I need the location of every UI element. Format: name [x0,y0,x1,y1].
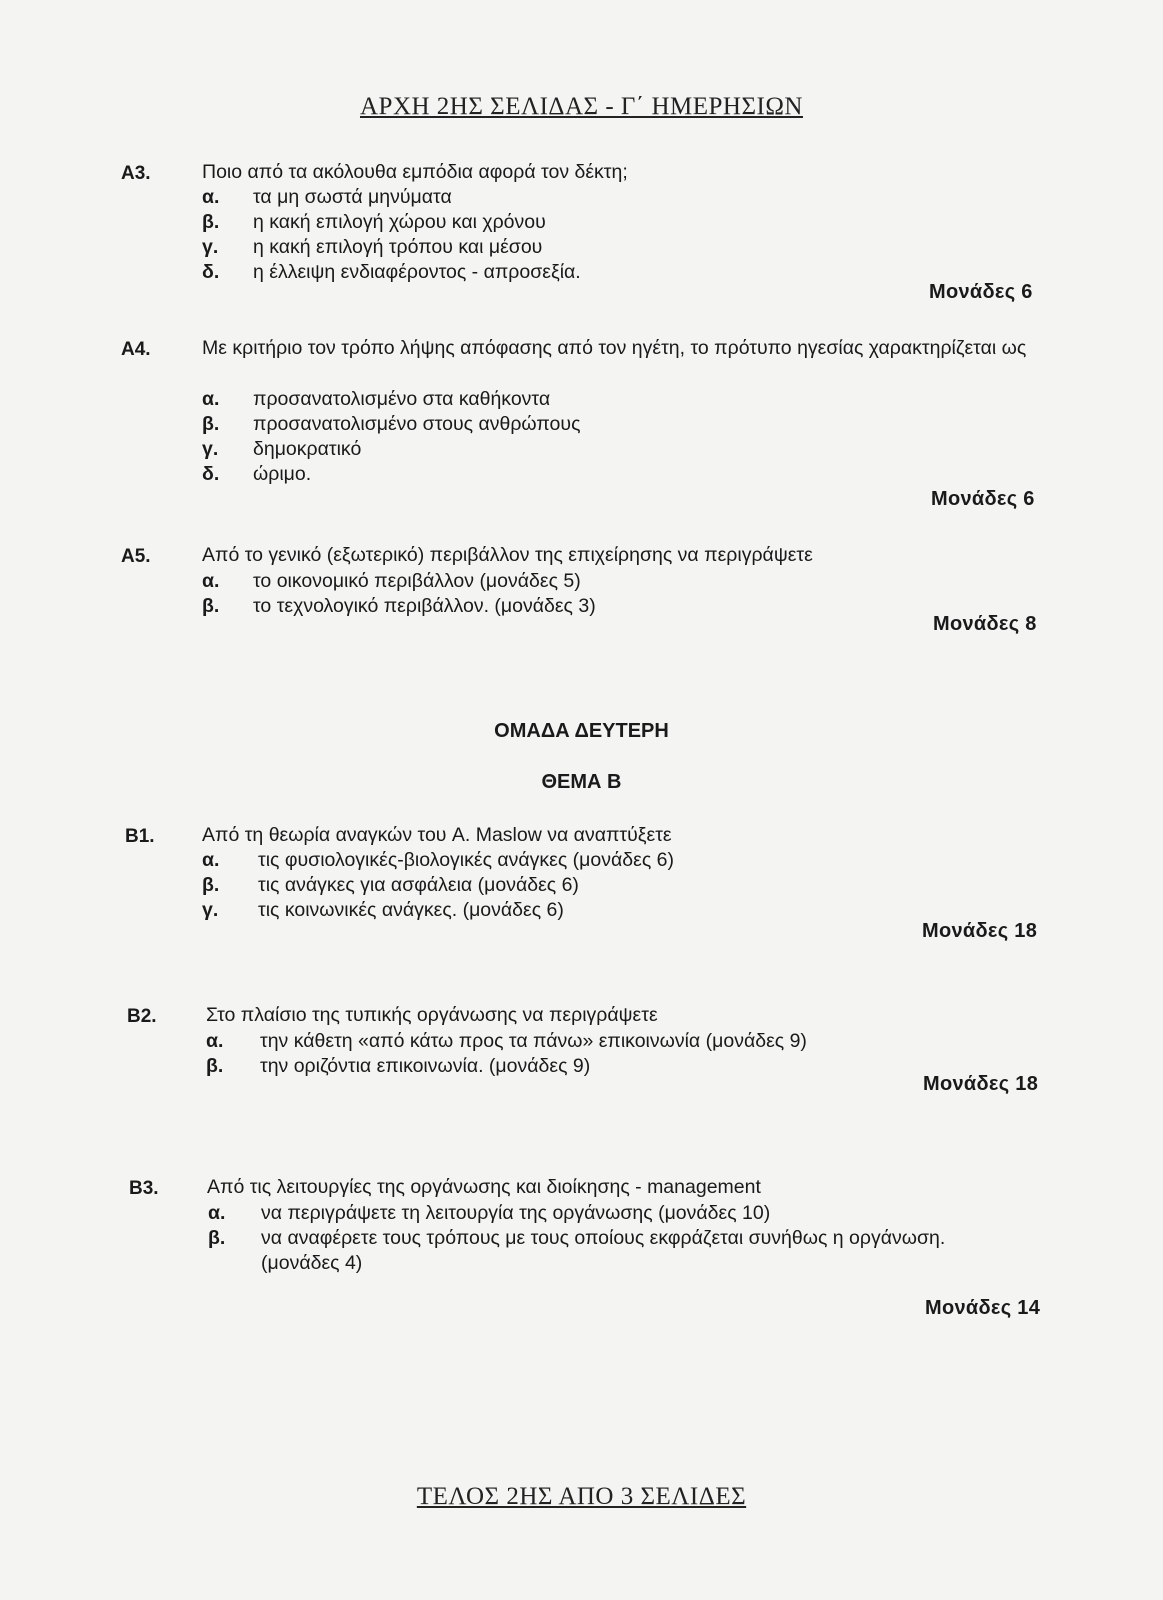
options-list [0,185,1163,285]
question-number: Α4. [121,339,151,360]
option [0,873,1163,898]
option [0,569,1163,594]
option-text: η έλλειψη ενδιαφέροντος - απροσεξία. [253,261,581,283]
question-text: Από τη θεωρία αναγκών του A. Maslow να αναπτύξετε [202,824,672,846]
option-text: προσανατολισμένο στα καθήκοντα [253,388,551,410]
option-text: το οικονομικό περιβάλλον (μονάδες 5) [253,570,581,592]
question-number: Α5. [121,546,151,567]
option-letter: α. [208,1202,226,1224]
page-footer: ΤΕΛΟΣ 2ΗΣ ΑΠΟ 3 ΣΕΛΙΔΕΣ [416,1483,747,1510]
units-label: Μονάδες 6 [929,281,1033,303]
option [0,235,1163,260]
options-list [0,1201,1163,1276]
option-letter: γ. [202,236,219,258]
option [0,210,1163,235]
option-text: προσανατολισμένο στους ανθρώπους [253,413,581,435]
option-text: την οριζόντια επικοινωνία. (μονάδες 9) [260,1055,591,1077]
option-letter: β. [202,874,220,896]
option [0,848,1163,873]
option [0,185,1163,210]
question-text: Ποιο από τα ακόλουθα εμπόδια αφορά τον δέκτη; [202,161,628,183]
option-text: τις φυσιολογικές-βιολογικές ανάγκες (μονάδες 6) [258,849,674,871]
options-list [0,569,1163,619]
option-letter: δ. [202,261,220,283]
option [0,1226,1163,1276]
option-text: το τεχνολογικό περιβάλλον. (μονάδες 3) [253,595,596,617]
question-number: Β2. [127,1006,157,1027]
options-list [0,1029,1163,1079]
option-letter: β. [206,1055,224,1077]
option-text: να περιγράψετε τη λειτουργία της οργάνωσης (μονάδες 10) [261,1202,771,1224]
option-letter: α. [202,849,220,871]
option-text: τις ανάγκες για ασφάλεια (μονάδες 6) [258,874,579,896]
option-letter: γ. [202,899,219,921]
option-letter: δ. [202,463,220,485]
option-text: ώριμο. [253,463,312,485]
units-label: Μονάδες 6 [931,488,1035,510]
topic-title: ΘΕΜΑ Β [541,771,622,793]
question-number: Β1. [125,826,155,847]
option-letter: β. [202,211,220,233]
question-text: Από τις λειτουργίες της οργάνωσης και διοίκησης - management [207,1176,761,1198]
option-letter: α. [202,388,220,410]
question-text: Στο πλαίσιο της τυπικής οργάνωσης να περιγράψετε [206,1004,658,1026]
option-text: δημοκρατικό [253,438,362,460]
option-letter: α. [202,186,220,208]
units-label: Μονάδες 18 [923,1073,1039,1095]
option-letter: β. [202,413,220,435]
option-text: η κακή επιλογή τρόπου και μέσου [253,236,543,258]
option-letter: α. [202,570,220,592]
question-text: Από το γενικό (εξωτερικό) περιβάλλον της επιχείρησης να περιγράψετε [202,544,813,566]
option-text: τις κοινωνικές ανάγκες. (μονάδες 6) [258,899,564,921]
option-text: τα μη σωστά μηνύματα [253,186,452,208]
option [0,1029,1163,1054]
option-text: να αναφέρετε τους τρόπους με τους οποίους εκφράζεται συνήθως η οργάνωση. (μονάδες 4) [261,1227,946,1274]
option-text: η κακή επιλογή χώρου και χρόνου [253,211,546,233]
option [0,412,1163,437]
options-list [0,387,1163,487]
option-letter: γ. [202,438,219,460]
options-list [0,848,1163,923]
units-label: Μονάδες 14 [925,1297,1041,1319]
option-letter: α. [206,1030,224,1052]
units-label: Μονάδες 8 [933,613,1037,635]
units-label: Μονάδες 18 [922,920,1038,942]
option-letter: β. [208,1227,226,1249]
option [0,437,1163,462]
question-number: Β3. [129,1178,159,1199]
page-header: ΑΡΧΗ 2ΗΣ ΣΕΛΙΔΑΣ - Γ΄ ΗΜΕΡΗΣΙΩΝ [359,93,803,120]
question-text: Με κριτήριο τον τρόπο λήψης απόφασης από τον ηγέτη, το πρότυπο ηγεσίας χαρακτηρίζεται ως [202,337,1027,359]
option [0,387,1163,412]
group-title: ΟΜΑΔΑ ΔΕΥΤΕΡΗ [494,720,669,742]
option [0,1201,1163,1226]
option-letter: β. [202,595,220,617]
option [0,462,1163,487]
option-text: την κάθετη «από κάτω προς τα πάνω» επικοινωνία (μονάδες 9) [260,1030,807,1052]
question-number: Α3. [121,163,151,184]
